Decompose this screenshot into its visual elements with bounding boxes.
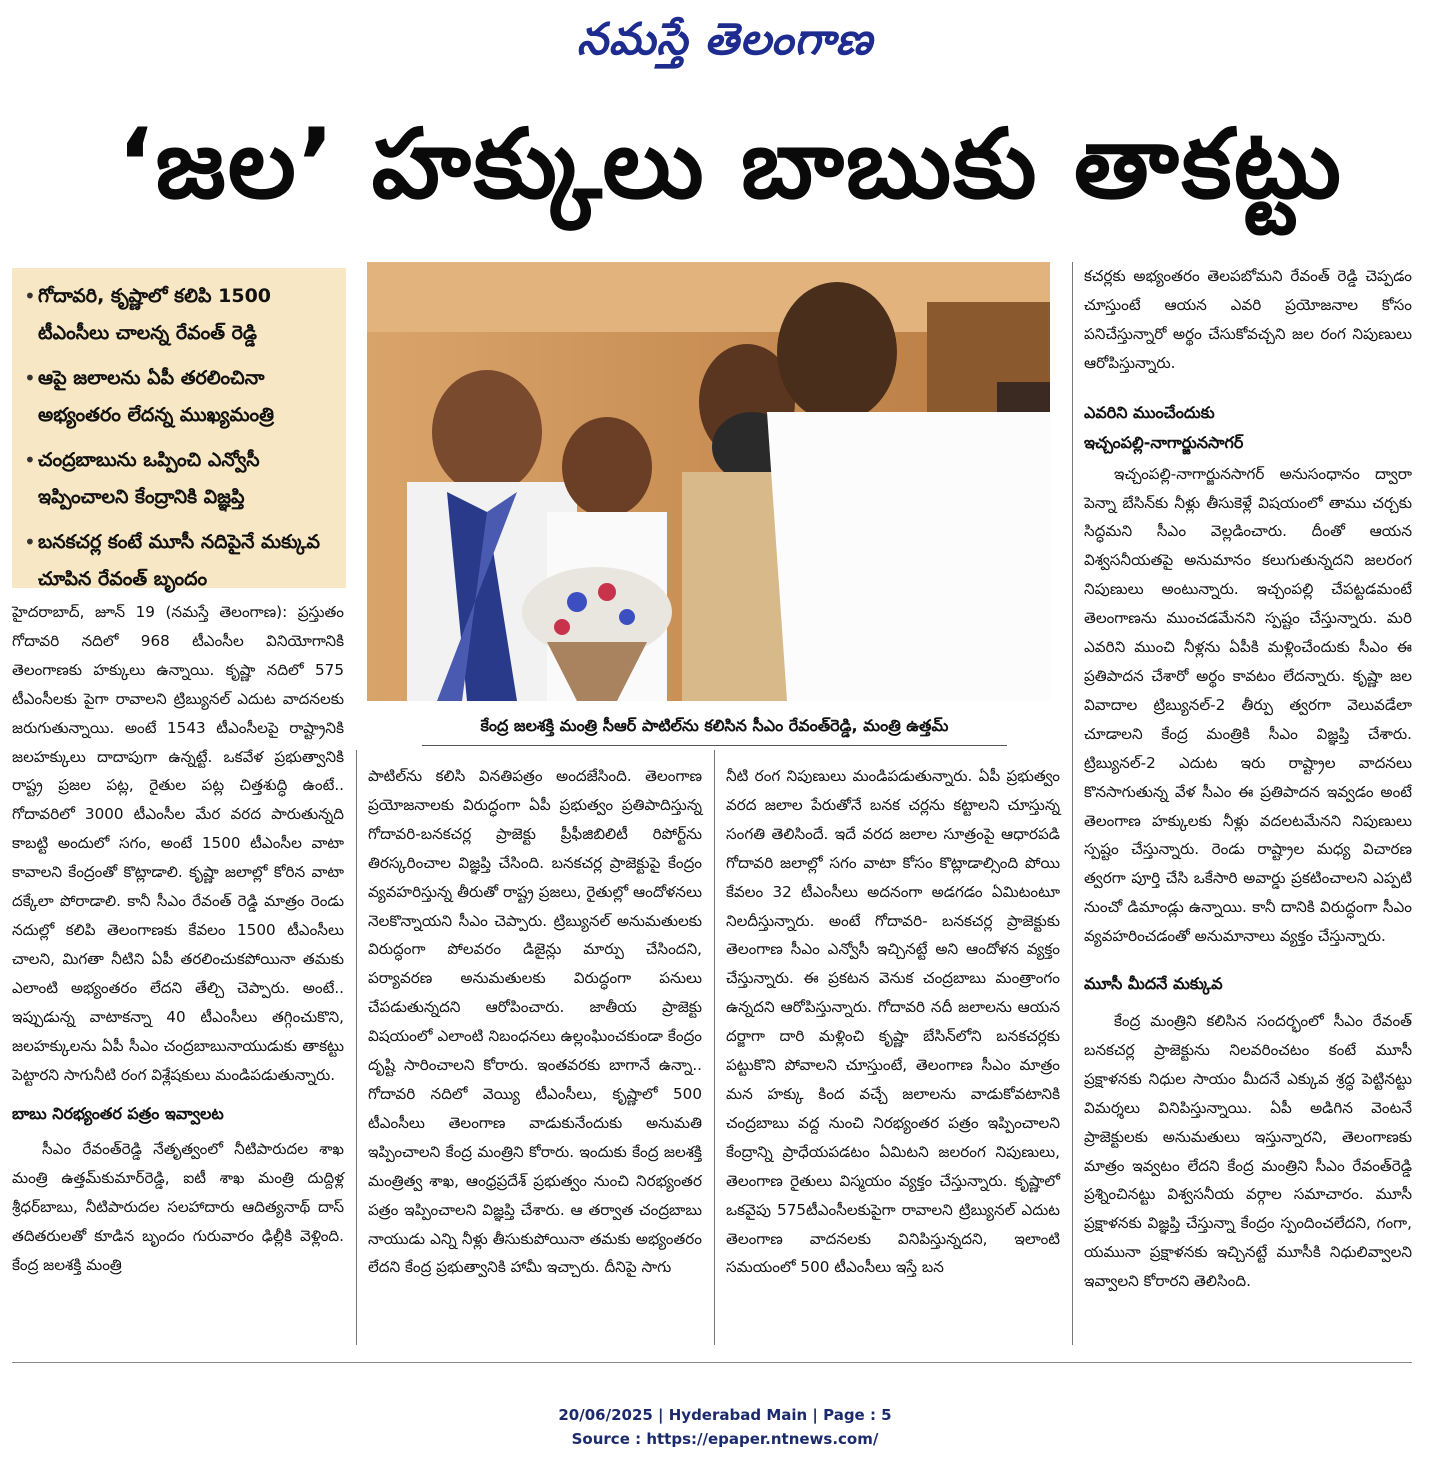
photo-caption: కేంద్ర జలశక్తి మంత్రి సీఆర్‌ పాటిల్‌ను కలిసిన సీఎం రేవంత్‌రెడ్డి, మంత్రి ఉత్తమ్‌ [422,716,1007,746]
column-divider [714,750,715,1345]
subheading: ఇచ్చంపల్లి-నాగార్జునసాగర్‌ [1084,432,1244,452]
paragraph: నీటి రంగ నిపుణులు మండిపడుతున్నారు. ఏపీ ప్రభుత్వం వరద జలాల పేరుతోనే బనక చర్లను కట్టాలని చూస్తున్న సంగతి తెలిసిందే. ఇదే వరద జలాల సూత్రంపై ఆధారపడి గోదావరి జలాల్లో సగం వాటా కోసం కొట్లాడాల్సింది పోయి కేవలం 32 టీఎంసీలు అదనంగా అడగడం ఏమిటంటూ నిలదీస్తున్నారు. అంటే గోదావరి- బనకచర్ల ప్రాజెక్టుకు తెలంగాణ సీఎం ఎన్వోసీ ఇచ్చినట్టే అని ఆందోళన వ్యక్తం చేస్తున్నారు. ఈ ప్రకటన వెనుక చంద్రబాబు మంత్రాంగం ఉన్నదని ఆరోపిస్తున్నారు. గోదావరి నదీ జలాలను ఆయన దర్జాగా దారి మళ్లించి కృష్ణా బేసిన్‌లోని బనకచర్లకు పట్టుకొని పోవాలని చూస్తుంటే, తెలంగాణ సీఎం మాత్రం మన హక్కు కింద వచ్చే జలాలను వాడుకోవటానికి చంద్రబాబు వద్ద నుంచి నిరభ్యంతర పత్రం ఇప్పించాలని కేంద్రాన్ని ప్రాధేయపడటం ఏమిటని జలరంగ నిపుణులు, తెలంగాణ రైతులు విస్మయం వ్యక్తం చేస్తున్నారు. కృష్ణాలో ఒకవైపు 575టీఎంసీలకుపైగా రావాలని ట్రిబ్యునల్‌ ఎదుట తెలంగాణ వాదనలకు వినిపిస్తున్నదని, ఇలాంటి సమయంలో 500 టీఎంసీలు ఇస్తే బన [726,767,1060,1277]
paragraph: పాటిల్‌ను కలిసి వినతిపత్రం అందజేసింది. తెలంగాణ ప్రయోజనాలకు విరుద్ధంగా ఏపీ ప్రభుత్వం ప్రతిపాదిస్తున్న గోదావరి-బనకచర్ల ప్రాజెక్టు ప్రీఫీజిబిలిటీ రిపోర్ట్‌ను తిరస్కరించాల విజ్ఞప్తి చేసింది. బనకచర్ల ప్రాజెక్టుపై కేంద్రం వ్యవహరిస్తున్న తీరుతో రాష్ట్ర ప్రజలు, రైతుల్లో ఆందోళనలు నెలకొన్నాయని సీఎం చెప్పారు. ట్రిబ్యునల్‌ అనుమతులకు విరుద్ధంగా పోలవరం డిజైన్లు మార్పు చేసిందని, పర్యావరణ అనుమతులకు విరుద్ధంగా పనులు చేపడుతున్నదని ఆరోపించారు. జాతీయ ప్రాజెక్టు విషయంలో ఎలాంటి నిబంధనలు ఉల్లంఘించకుండా కేంద్రం దృష్టి సారించాలని కోరారు. ఇంతవరకు బాగానే ఉన్నా.. గోదావరి నదిలో వెయ్యి టీఎంసీలు, కృష్ణాలో 500 టీఎంసీలు తెలంగాణ వాడుకునేందుకు అనుమతి ఇప్పించాలని కేంద్ర మంత్రిని కోరారు. ఇందుకు కేంద్ర జలశక్తి మంత్రిత్వ శాఖ, ఆంధ్రప్రదేశ్‌ ప్రభుత్వం నుంచి నిరభ్యంతర పత్రం ఇప్పించాలని విజ్ఞప్తి చేశారు. ఆ తర్వాత చంద్రబాబు నాయుడు ఎన్ని నీళ్లు తీసుకుపోయినా తమకు అభ్యంతరం లేదని కేంద్ర ప్రభుత్వానికి హామీ ఇచ్చారు. దీనిపై సాగు [368,767,702,1277]
paragraph: సీఎం రేవంత్‌రెడ్డి నేతృత్వంలో నీటిపారుదల శాఖ మంత్రి ఉత్తమ్‌కుమార్‌రెడ్డి, ఐటీ శాఖ మంత్రి దుద్దిళ్ల శ్రీధర్‌బాబు, నీటిపారుదల సలహాదారు ఆదిత్యనాథ్‌ దాస్‌ తదితరులతో కూడిన బృందం గురువారం ఢిల్లీకి వెళ్లింది. కేంద్ర జలశక్తి మంత్రి [12,1140,344,1275]
footer-source: Source : https://epaper.ntnews.com/ [571,1430,879,1448]
article-column-4 [1084,262,1412,1296]
column-divider [1072,262,1073,1345]
article-column-2 [368,762,702,1282]
article-column-3 [726,762,1060,1282]
bullet-icon: • [24,366,36,390]
article-column-1 [12,598,344,1280]
bullet-icon: • [24,284,36,308]
paragraph: కేంద్ర మంత్రిని కలిసిన సందర్భంలో సీఎం రేవంత్‌ బనకచర్ల ప్రాజెక్టును నిలవరించటం కంటే మూసీ ప్రక్షాళనకు నిధుల సాయం మీదనే ఎక్కువ శ్రద్ధ పెట్టినట్టు విమర్శలు వినిపిస్తున్నాయి. ఏపీ అడిగిన వెంటనే ప్రాజెక్టులకు అనుమతులు ఇస్తున్నారని, తెలంగాణకు మాత్రం ఇవ్వటం లేదని కేంద్ర మంత్రిని సీఎం రేవంత్‌రెడ్డి ప్రశ్నించినట్టు విశ్వసనీయ వర్గాల సమాచారం. మూసీ ప్రక్షాళనకు విజ్ఞప్తి చేస్తున్నా కేంద్రం స్పందించలేదని, గంగా, యమునా ప్రక్షాళనకు ఇచ్చినట్టే మూసీకి నిధులివ్వాలని ఇవ్వాలని కోరారని తెలిసింది. [1084,1012,1412,1291]
subheading: ఎవరిని ముంచేందుకు [1084,402,1215,422]
highlight-item: • ఆపై జలాలను ఏపీ తరలించినా అభ్యంతరం లేదన్న ముఖ్యమంత్రి [24,360,336,434]
subheading: మూసీ మీదనే మక్కువ [1084,974,1223,994]
highlight-item: • బనకచర్ల కంటే మూసీ నదిపైనే మక్కువ చూపిన రేవంత్‌ బృందం [24,524,336,598]
headline: ‘జల’ హక్కులు బాబుకు తాకట్టు [117,108,1343,220]
highlights-box [12,268,346,588]
footer-date-edition: 20/06/2025 | Hyderabad Main | Page : 5 [558,1406,892,1424]
highlight-item: • గోదావరి, కృష్ణాలో కలిపి 1500 టీఎంసీలు చాలన్న రేవంత్‌ రెడ్డి [24,278,336,352]
column-divider [356,750,357,1345]
page-bottom-rule [12,1362,1412,1363]
masthead: నమస్తే తెలంగాణ [576,14,874,65]
highlight-item: • చంద్రబాబును ఒప్పించి ఎన్వోసీ ఇప్పించాలని కేంద్రానికి విజ్ఞప్తి [24,442,336,516]
subheading: బాబు నిరభ్యంతర పత్రం ఇవ్వాలట [12,1104,224,1124]
paragraph: ఇచ్చంపల్లి-నాగార్జునసాగర్‌ అనుసంధానం ద్వారా పెన్నా బేసిన్‌కు నీళ్లు తీసుకెళ్లే విషయంలో తాము చర్చకు సిద్ధమని సీఎం వెల్లడించారు. దీంతో ఆయన విశ్వసనీయతపై అనుమానం కలుగుతున్నదని జలరంగ నిపుణులు అంటున్నారు. ఇచ్చంపల్లి చేపట్టడమంటే తెలంగాణను ముంచడమేనని స్పష్టం చేస్తున్నారు. మరి ఎవరిని ముంచి నీళ్లను ఏపీకి మళ్లించేందుకు సీఎం ఈ ప్రతిపాదన చేశారో అర్థం కావటం లేదన్నారు. కృష్ణా జల వివాదాల ట్రిబ్యునల్‌-2 తీర్పు త్వరగా వెలువడేలా చూడాలని కేంద్ర మంత్రికి సీఎం విజ్ఞప్తి చేశారు. ట్రిబ్యునల్‌-2 ఎదుట ఇరు రాష్ట్రాల వాదనలు కొనసాగుతున్న వేళ సీఎం ఈ ప్రతిపాదన ఇవ్వడం అంటే తెలంగాణ హక్కులకు నీళ్లు వదలటమేనని నిపుణులు స్పష్టం చేస్తున్నారు. రెండు రాష్ట్రాల మధ్య విచారణ త్వరగా పూర్తి చేసి ఒకేసారి అవార్డు ప్రకటించాలని ఎప్పటి నుంచో డిమాండ్లు ఉన్నాయి. కానీ దానికి విరుద్ధంగా సీఎం వ్యవహరించడంతో అనుమానాలు వ్యక్తం చేస్తున్నారు. [1084,464,1412,946]
photo-illustration [367,262,1050,701]
bullet-icon: • [24,448,36,472]
paragraph: కచర్లకు అభ్యంతరం తెలపబోమని రేవంత్‌ రెడ్డి చెప్పడం చూస్తుంటే ఆయన ఎవరి ప్రయోజనాల కోసం పనిచేస్తున్నారో అర్థం చేసుకోవచ్చని జల రంగ నిపుణులు ఆరోపిస్తున్నారు. [1084,267,1412,372]
bullet-icon: • [24,530,36,554]
paragraph: హైదరాబాద్‌, జూన్‌ 19 (నమస్తే తెలంగాణ): ప్రస్తుతం గోదావరి నదిలో 968 టీఎంసీల వినియోగానికి తెలంగాణకు హక్కులు ఉన్నాయి. కృష్ణా నదిలో 575 టీఎంసీలకు పైగా రావాలని ట్రిబ్యునల్‌ ఎదుట వాదనలకు జరుగుతున్నాయి. అంటే 1543 టీఎంసీలపై రాష్ట్రానికి జలహక్కులు దాదాపుగా ఉన్నట్టే. ఒకవేళ ప్రభుత్వానికి రాష్ట్ర ప్రజల పట్ల, రైతుల పట్ల చిత్తశుద్ధి ఉంటే.. గోదావరిలో 3000 టీఎంసీల మేర వరద పారుతున్నది కాబట్టి అందులో సగం, అంటే 1500 టీఎంసీల వాటా కావాలని కేంద్రంతో కొట్లాడాలి. కృష్ణా జలాల్లో కోరిన వాటా దక్కేలా పోరాడాలి. కానీ సీఎం రేవంత్‌ రెడ్డి మాత్రం రెండు నదుల్లో కలిపి తెలంగాణకు కేవలం 1500 టీఎంసీలు చాలని, మిగతా నీటిని ఏపీ తరలించుకపోయినా తమకు ఎలాంటి అభ్యంతరం లేదని తేల్చి చెప్పారు. అంటే.. ఇప్పుడున్న వాటాకన్నా 40 టీఎంసీలు తగ్గించుకొని, జలహక్కులను ఏపీ సీఎం చంద్రబాబునాయుడుకు తాకట్టు పెట్టారని సాగునీటి రంగ విశ్లేషకులు మండిపడుతున్నారు. [12,603,344,1084]
news-photo [367,262,1050,701]
